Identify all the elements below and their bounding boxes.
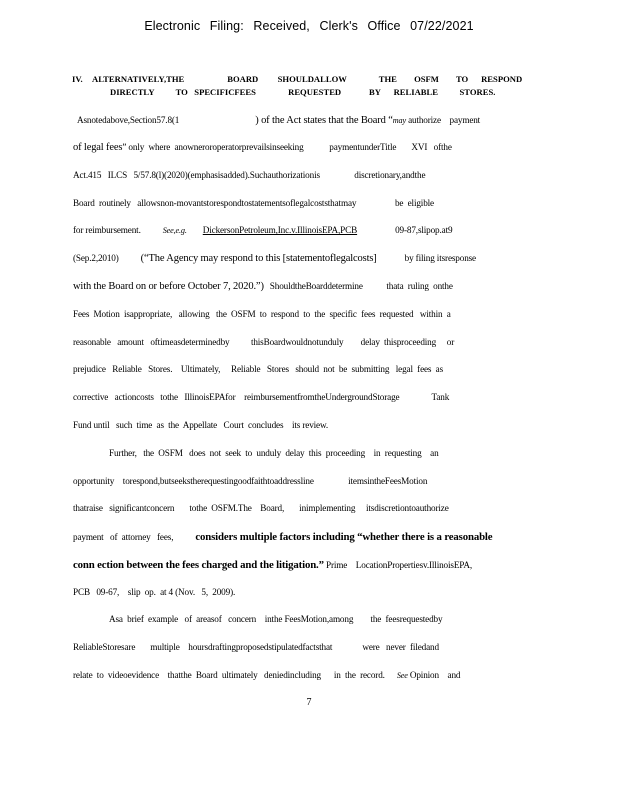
body-line-10: prejudice Reliable Stores. Ultimately, Reliable Stores should not be submitting legal fees as — [73, 364, 443, 374]
body-line-20: ReliableStoresare multiple hoursdraftingproposedstipulatedfactsthat were never filedand — [73, 642, 439, 652]
body-line-17-b: Prime LocationPropertiesv.IllinoisEPA, — [323, 560, 473, 570]
electronic-filing-header: Electronic Filing: Received, Clerk's Office 07/22/2021 — [144, 19, 474, 33]
body-line-5-d: 09-87,slipop.at9 — [395, 225, 453, 235]
body-line-17 — [73, 559, 543, 571]
page-number: 7 — [306, 697, 312, 708]
body-line-11: corrective actioncosts tothe IllinoisEPAfor reimbursementfromtheUndergroundStorage Tank — [73, 392, 450, 402]
body-line-5 — [73, 225, 543, 235]
body-line-1-may: may — [392, 116, 406, 125]
body-line-19: Asa brief example of areasof concern inthe FeesMotion,among the feesrequestedby — [109, 614, 443, 624]
body-line-7-a: with the Board on or before October 7, 2020.”) — [73, 281, 264, 292]
body-line-3: Act.415 ILCS 5/57.8(l)(2020)(emphasisadded).Suchauthorizationis discretionary,andthe — [73, 170, 426, 180]
body-line-15: thatraise significantconcern tothe OSFM.The Board, inimplementing itsdiscretiontoauthorize — [73, 503, 449, 513]
body-line-9: reasonable amount oftimeasdeterminedby thisBoardwouldnotunduly delay thisproceeding or — [73, 337, 455, 347]
body-line-7-b: ShouldtheBoarddetermine thata ruling onthe — [269, 281, 453, 291]
section-heading-line-2: DIRECTLY TO SPECIFICFEES REQUESTED BY RELIABLE STORES. — [110, 87, 496, 97]
body-line-14: opportunity torespond,butseekstherequestingoodfaithtoaddressline itemsintheFeesMotion — [73, 476, 428, 486]
body-line-6 — [73, 253, 543, 264]
body-line-13: Further, the OSFM does not seek to unduly delay this proceeding in requesting an — [109, 448, 439, 458]
body-line-7 — [73, 281, 543, 292]
body-line-1-d: authorize payment — [405, 115, 481, 125]
body-line-1-a: Asnotedabove,Section57.8(1 — [77, 115, 180, 125]
body-line-16-b: considers multiple factors including “whether there is a reasonable — [195, 531, 493, 543]
body-line-1 — [73, 115, 543, 126]
see-eg: See,e.g. — [162, 226, 187, 235]
body-line-21-a: relate to videoevidence thatthe Board ultimately deniedincluding in the record. — [73, 670, 385, 680]
body-line-2-a: of legal fees — [73, 142, 123, 153]
body-line-1-b: ) of the Act states that the Board “ — [255, 115, 393, 126]
body-line-21-c: Opinion and — [407, 670, 461, 680]
section-number: IV. — [72, 74, 83, 84]
body-line-2 — [73, 142, 543, 153]
body-line-6-b: (“The Agency may respond to this [statementoflegalcosts] — [140, 253, 377, 264]
body-line-16 — [73, 531, 543, 543]
body-line-6-c: by filing itsresponse — [404, 253, 476, 263]
body-line-4: Board routinely allowsnon-movantstorespondtostatementsoflegalcoststhatmay be eligible — [73, 198, 434, 208]
body-line-5-a: for reimbursement. — [73, 225, 141, 235]
section-heading-line-1: ALTERNATIVELY,THE BOARD SHOULDALLOW THE OSFM TO RESPOND — [92, 74, 523, 84]
body-line-8: Fees Motion isappropriate, allowing the OSFM to respond to the specific fees requested within a — [73, 309, 451, 319]
body-line-21 — [73, 670, 543, 680]
see-reference: See — [396, 671, 408, 680]
body-line-16-a: payment of attorney fees, — [73, 532, 174, 542]
case-citation-dickerson: DickersonPetroleum,Inc.v.IllinoisEPA,PCB — [202, 225, 358, 235]
body-line-2-b: ” only where anowneroroperatorprevailsinseeking paymentunderTitle XVI ofthe — [122, 142, 452, 152]
body-line-17-a: conn ection between the fees charged and the litigation.” — [73, 559, 324, 571]
body-line-12: Fund until such time as the Appellate Court concludes its review. — [73, 420, 329, 430]
body-line-18: PCB 09-67, slip op. at 4 (Nov. 5, 2009). — [73, 587, 236, 597]
body-line-6-a: (Sep.2,2010) — [73, 253, 119, 263]
